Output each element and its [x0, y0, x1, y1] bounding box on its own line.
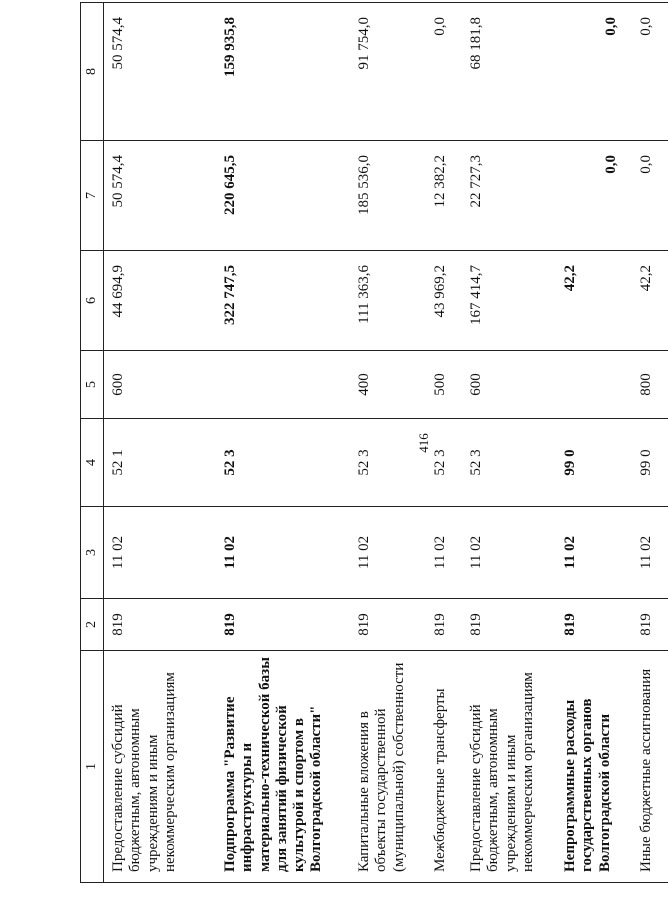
row-c3: 11 02 — [350, 507, 426, 599]
row-c6: 43 969,2 — [426, 251, 462, 351]
row-c4: 52 1 — [104, 419, 217, 507]
row-c5 — [216, 351, 350, 419]
row-name: Предоставление субсидий бюджетным, автономным учреждениям и иным некоммерческим организациям — [462, 651, 556, 883]
row-c6: 322 747,5 — [216, 251, 350, 351]
table-row — [556, 3, 632, 883]
row-c7: 0,0 — [632, 141, 668, 251]
header-col-6: 6 — [81, 251, 104, 351]
row-c7: 0,0 — [556, 141, 632, 251]
row-c2: 819 — [350, 599, 426, 651]
row-c2: 819 — [104, 599, 217, 651]
header-col-8: 8 — [81, 3, 104, 141]
row-c2: 819 — [556, 599, 632, 651]
row-c4: 99 0 — [632, 419, 668, 507]
row-c3: 11 02 — [216, 507, 350, 599]
table-row — [350, 3, 426, 883]
row-c4: 52 3 — [216, 419, 350, 507]
row-c6: 42,2 — [556, 251, 632, 351]
row-c5: 600 — [462, 351, 556, 419]
header-col-7: 7 — [81, 141, 104, 251]
row-c7: 12 382,2 — [426, 141, 462, 251]
row-c5: 400 — [350, 351, 426, 419]
row-c7: 220 645,5 — [216, 141, 350, 251]
row-name: Межбюджетные трансферты — [426, 651, 462, 883]
row-c6: 42,2 — [632, 251, 668, 351]
row-name: Предоставление субсидий бюджетным, автономным учреждениям и иным некоммерческим организациям — [104, 651, 217, 883]
row-c3: 11 02 — [462, 507, 556, 599]
row-c5: 600 — [104, 351, 217, 419]
table-row — [216, 3, 350, 883]
row-c8: 0,0 — [632, 3, 668, 141]
row-c8: 50 574,4 — [104, 3, 217, 141]
header-col-4: 4 — [81, 419, 104, 507]
table-row — [462, 3, 556, 883]
row-c8: 0,0 — [426, 3, 462, 141]
row-c6: 44 694,9 — [104, 251, 217, 351]
row-c7: 50 574,4 — [104, 141, 217, 251]
row-c6: 111 363,6 — [350, 251, 426, 351]
header-col-2: 2 — [81, 599, 104, 651]
row-c5: 800 — [632, 351, 668, 419]
row-c4: 52 3 — [426, 419, 462, 507]
row-c4: 52 3 — [350, 419, 426, 507]
row-c7: 22 727,3 — [462, 141, 556, 251]
row-c3: 11 02 — [426, 507, 462, 599]
row-c2: 819 — [216, 599, 350, 651]
table-row — [104, 3, 217, 883]
row-c2: 819 — [462, 599, 556, 651]
row-c8: 0,0 — [556, 3, 632, 141]
rotated-table-container — [80, 3, 654, 883]
header-col-5: 5 — [81, 351, 104, 419]
row-c2: 819 — [426, 599, 462, 651]
row-c4: 52 3 — [462, 419, 556, 507]
row-c4: 99 0 — [556, 419, 632, 507]
row-c8: 159 935,8 — [216, 3, 350, 141]
row-name: Иные бюджетные ассигнования — [632, 651, 668, 883]
row-c3: 11 02 — [556, 507, 632, 599]
budget-table — [80, 2, 668, 883]
table-row — [632, 3, 668, 883]
page-number: 416 — [416, 433, 431, 453]
row-c6: 167 414,7 — [462, 251, 556, 351]
row-c2: 819 — [632, 599, 668, 651]
row-c5 — [556, 351, 632, 419]
table-row — [426, 3, 462, 883]
row-name: Подпрограмма "Развитие инфраструктуры и материально-технической базы для занятий физической культурой и спортом в Волгоградской области" — [216, 651, 350, 883]
row-c8: 68 181,8 — [462, 3, 556, 141]
header-col-3: 3 — [81, 507, 104, 599]
row-c5: 500 — [426, 351, 462, 419]
header-row — [81, 3, 104, 883]
row-c7: 185 536,0 — [350, 141, 426, 251]
header-col-1: 1 — [81, 651, 104, 883]
row-c8: 91 754,0 — [350, 3, 426, 141]
row-name: Капитальные вложения в объекты государственной (муниципальной) собственности — [350, 651, 426, 883]
row-name: Непрограммные расходы государственных органов Волгоградской области — [556, 651, 632, 883]
row-c3: 11 02 — [104, 507, 217, 599]
row-c3: 11 02 — [632, 507, 668, 599]
